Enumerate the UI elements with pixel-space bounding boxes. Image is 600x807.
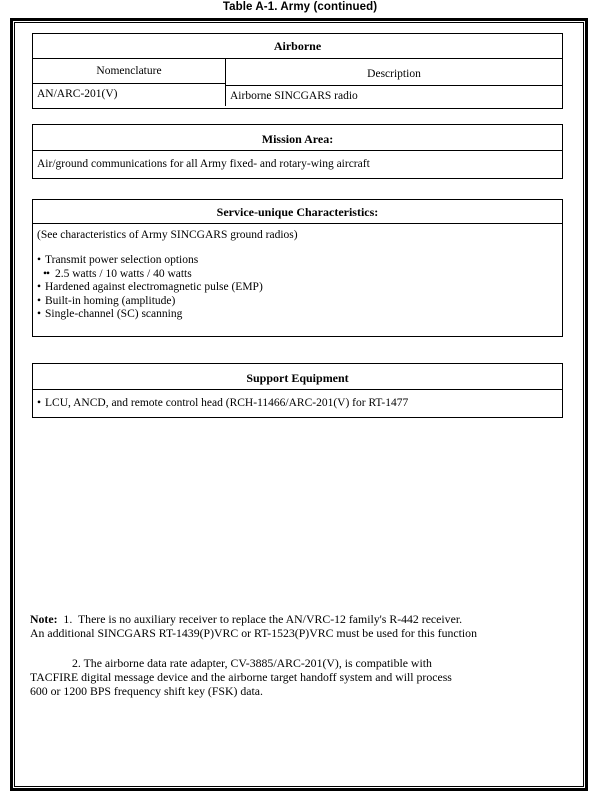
bullet-icon: • [37,397,42,409]
support-equipment-box [32,363,563,418]
list-item [37,308,562,322]
page-title: Table A-1. Army (continued) [222,1,378,13]
nomenclature-value: AN/ARC-201(V) [37,88,118,100]
characteristics-list [33,254,562,322]
nomenclature-column [33,59,226,106]
support-equipment-text: LCU, ANCD, and remote control head (RCH-11466/ARC-201(V) for RT-1477 [45,397,409,409]
mission-area-box [32,124,563,179]
note-1-text: There is no auxiliary receiver to replace the AN/VRC-12 family's R-442 receiver. [77,612,463,626]
nomenclature-header: Nomenclature [33,59,225,84]
service-unique-box [32,199,563,337]
list-item [37,268,562,282]
note-1-number: 1. [63,612,73,626]
note-2-line-1: 2. The airborne data rate adapter, CV-3885/ARC-201(V), is compatible with [72,656,432,670]
airborne-table [32,33,563,109]
note-2-line-3: 600 or 1200 BPS frequency shift key (FSK) data. [30,684,263,698]
list-item-text: Transmit power selection options [45,254,199,266]
airborne-grid [33,59,562,106]
service-unique-intro: (See characteristics of Army SINCGARS ground radios) [37,229,298,241]
airborne-heading: Airborne [33,34,562,59]
mission-area-text: Air/ground communications for all Army fixed- and rotary-wing aircraft [37,158,370,170]
mission-area-heading: Mission Area: [33,125,562,151]
list-item [37,295,562,309]
notes-section [30,612,575,698]
list-item-text: Single-channel (SC) scanning [45,308,183,320]
list-item [37,254,562,268]
note-1-line-1 [30,612,575,626]
description-column [226,59,562,106]
bullet-icon: • [37,308,42,320]
description-header: Description [226,59,562,86]
list-item-text: Built-in homing (amplitude) [45,294,176,307]
note-label: Note: [30,612,58,626]
bullet-icon: • [37,281,42,293]
support-equipment-heading: Support Equipment [33,364,562,390]
sub-bullet-icon: •• [43,267,50,280]
list-item-text: 2.5 watts / 10 watts / 40 watts [55,267,192,280]
note-2 [30,656,575,698]
note-2-line-2: TACFIRE digital message device and the airborne target handoff system and will process [30,670,452,684]
list-item-text: Hardened against electromagnetic pulse (EMP) [45,281,263,293]
bullet-icon: • [37,294,42,307]
description-value: Airborne SINCGARS radio [230,90,358,102]
note-1-line-2: An additional SINCGARS RT-1439(P)VRC or RT-1523(P)VRC must be used for this function [30,626,477,640]
bullet-icon: • [37,254,42,266]
support-equipment-item [33,390,562,416]
note-1 [30,612,575,640]
service-unique-heading: Service-unique Characteristics: [33,200,562,224]
list-item [37,281,562,295]
